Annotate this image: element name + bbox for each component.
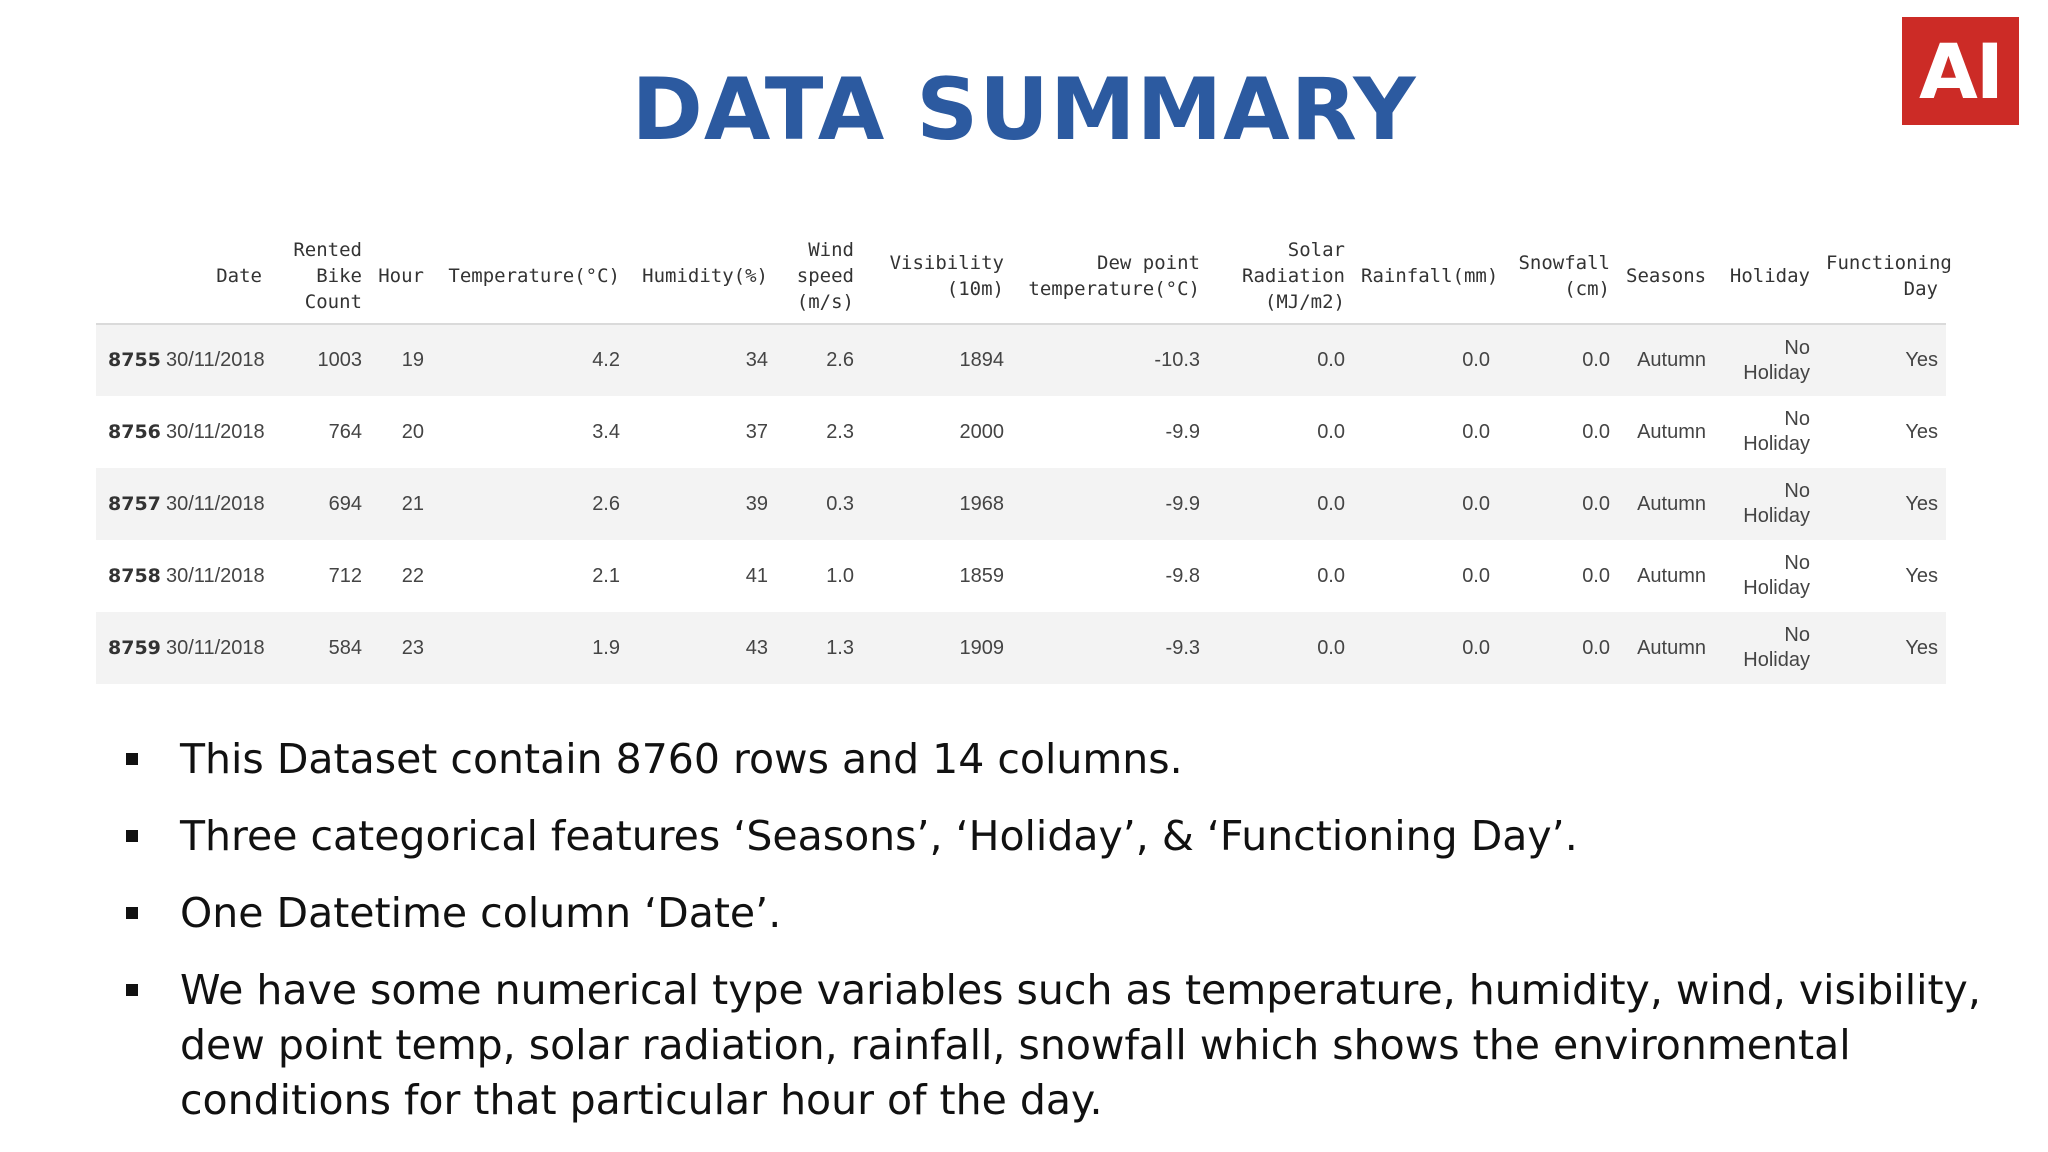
data-table-container — [96, 228, 1952, 684]
cell-seasons: Autumn — [1618, 468, 1714, 540]
table-row — [96, 324, 1946, 396]
cell-visibility: 1909 — [862, 612, 1012, 684]
cell-holiday: No Holiday — [1714, 396, 1818, 468]
cell-visibility: 1894 — [862, 324, 1012, 396]
cell-seasons: Autumn — [1618, 612, 1714, 684]
table-row — [96, 612, 1946, 684]
cell-date: 30/11/2018 — [158, 324, 270, 396]
bullet-text: Three categorical features ‘Seasons’, ‘Holiday’, & ‘Functioning Day’. — [180, 812, 1578, 860]
cell-hour: 23 — [370, 612, 432, 684]
table-row — [96, 396, 1946, 468]
header-wind-speed: Wind speed (m/s) — [776, 228, 862, 324]
cell-temperature: 1.9 — [432, 612, 628, 684]
header-holiday: Holiday — [1714, 228, 1818, 324]
ai-logo: AI — [1902, 17, 2019, 125]
cell-humidity: 34 — [628, 324, 776, 396]
cell-date: 30/11/2018 — [158, 540, 270, 612]
list-item — [122, 809, 2002, 864]
cell-index: 8759 — [96, 612, 158, 684]
cell-temperature: 4.2 — [432, 324, 628, 396]
cell-wind: 0.3 — [776, 468, 862, 540]
cell-solar: 0.0 — [1208, 396, 1353, 468]
cell-solar: 0.0 — [1208, 324, 1353, 396]
cell-holiday: No Holiday — [1714, 324, 1818, 396]
header-hour: Hour — [370, 228, 432, 324]
list-item — [122, 886, 2002, 941]
cell-holiday: No Holiday — [1714, 540, 1818, 612]
cell-seasons: Autumn — [1618, 540, 1714, 612]
bullet-text: One Datetime column ‘Date’. — [180, 889, 782, 937]
square-bullet-icon — [126, 753, 138, 765]
cell-solar: 0.0 — [1208, 612, 1353, 684]
cell-rainfall: 0.0 — [1353, 612, 1498, 684]
cell-dew-point: -9.9 — [1012, 468, 1208, 540]
cell-seasons: Autumn — [1618, 324, 1714, 396]
cell-wind: 2.6 — [776, 324, 862, 396]
bullet-text: This Dataset contain 8760 rows and 14 columns. — [180, 735, 1183, 783]
bullet-text: We have some numerical type variables such as temperature, humidity, wind, visibility, dew point temp, solar radiation, rainfall, snowfall which shows the environmental conditions for that particular hour of the day. — [180, 966, 1981, 1124]
cell-seasons: Autumn — [1618, 396, 1714, 468]
cell-temperature: 2.6 — [432, 468, 628, 540]
header-dew-point: Dew point temperature(°C) — [1012, 228, 1208, 324]
header-solar-radiation: Solar Radiation (MJ/m2) — [1208, 228, 1353, 324]
cell-solar: 0.0 — [1208, 540, 1353, 612]
cell-solar: 0.0 — [1208, 468, 1353, 540]
cell-snowfall: 0.0 — [1498, 468, 1618, 540]
cell-humidity: 43 — [628, 612, 776, 684]
cell-temperature: 2.1 — [432, 540, 628, 612]
header-functioning-day: Functioning Day — [1818, 228, 1946, 324]
table-row — [96, 540, 1946, 612]
bullet-list — [122, 732, 2002, 1150]
cell-visibility: 1859 — [862, 540, 1012, 612]
cell-dew-point: -9.3 — [1012, 612, 1208, 684]
cell-functioning-day: Yes — [1818, 324, 1946, 396]
cell-snowfall: 0.0 — [1498, 324, 1618, 396]
cell-rainfall: 0.0 — [1353, 396, 1498, 468]
header-rainfall: Rainfall(mm) — [1353, 228, 1498, 324]
list-item — [122, 963, 2002, 1128]
cell-hour: 21 — [370, 468, 432, 540]
header-index — [96, 228, 158, 324]
square-bullet-icon — [126, 830, 138, 842]
cell-snowfall: 0.0 — [1498, 540, 1618, 612]
cell-hour: 19 — [370, 324, 432, 396]
header-date: Date — [158, 228, 270, 324]
cell-snowfall: 0.0 — [1498, 396, 1618, 468]
cell-hour: 20 — [370, 396, 432, 468]
cell-count: 764 — [270, 396, 370, 468]
cell-humidity: 41 — [628, 540, 776, 612]
cell-index: 8758 — [96, 540, 158, 612]
cell-wind: 1.0 — [776, 540, 862, 612]
cell-rainfall: 0.0 — [1353, 540, 1498, 612]
square-bullet-icon — [126, 984, 138, 996]
cell-index: 8755 — [96, 324, 158, 396]
cell-rainfall: 0.0 — [1353, 324, 1498, 396]
cell-functioning-day: Yes — [1818, 612, 1946, 684]
cell-holiday: No Holiday — [1714, 612, 1818, 684]
header-rented-bike-count: Rented Bike Count — [270, 228, 370, 324]
cell-visibility: 2000 — [862, 396, 1012, 468]
cell-count: 712 — [270, 540, 370, 612]
cell-wind: 1.3 — [776, 612, 862, 684]
cell-date: 30/11/2018 — [158, 396, 270, 468]
table-header-row — [96, 228, 1946, 324]
cell-functioning-day: Yes — [1818, 396, 1946, 468]
cell-hour: 22 — [370, 540, 432, 612]
square-bullet-icon — [126, 907, 138, 919]
header-seasons: Seasons — [1618, 228, 1714, 324]
cell-dew-point: -9.9 — [1012, 396, 1208, 468]
cell-humidity: 39 — [628, 468, 776, 540]
cell-rainfall: 0.0 — [1353, 468, 1498, 540]
cell-count: 1003 — [270, 324, 370, 396]
cell-date: 30/11/2018 — [158, 612, 270, 684]
table-row — [96, 468, 1946, 540]
cell-index: 8757 — [96, 468, 158, 540]
list-item — [122, 732, 2002, 787]
slide-title: DATA SUMMARY — [631, 60, 1417, 160]
cell-holiday: No Holiday — [1714, 468, 1818, 540]
cell-functioning-day: Yes — [1818, 540, 1946, 612]
data-table — [96, 228, 1952, 684]
cell-dew-point: -9.8 — [1012, 540, 1208, 612]
header-visibility: Visibility (10m) — [862, 228, 1012, 324]
cell-visibility: 1968 — [862, 468, 1012, 540]
header-snowfall: Snowfall (cm) — [1498, 228, 1618, 324]
cell-index: 8756 — [96, 396, 158, 468]
header-temperature: Temperature(°C) — [432, 228, 628, 324]
cell-wind: 2.3 — [776, 396, 862, 468]
header-humidity: Humidity(%) — [628, 228, 776, 324]
cell-snowfall: 0.0 — [1498, 612, 1618, 684]
cell-functioning-day: Yes — [1818, 468, 1946, 540]
cell-date: 30/11/2018 — [158, 468, 270, 540]
cell-temperature: 3.4 — [432, 396, 628, 468]
cell-humidity: 37 — [628, 396, 776, 468]
cell-count: 584 — [270, 612, 370, 684]
cell-dew-point: -10.3 — [1012, 324, 1208, 396]
cell-count: 694 — [270, 468, 370, 540]
